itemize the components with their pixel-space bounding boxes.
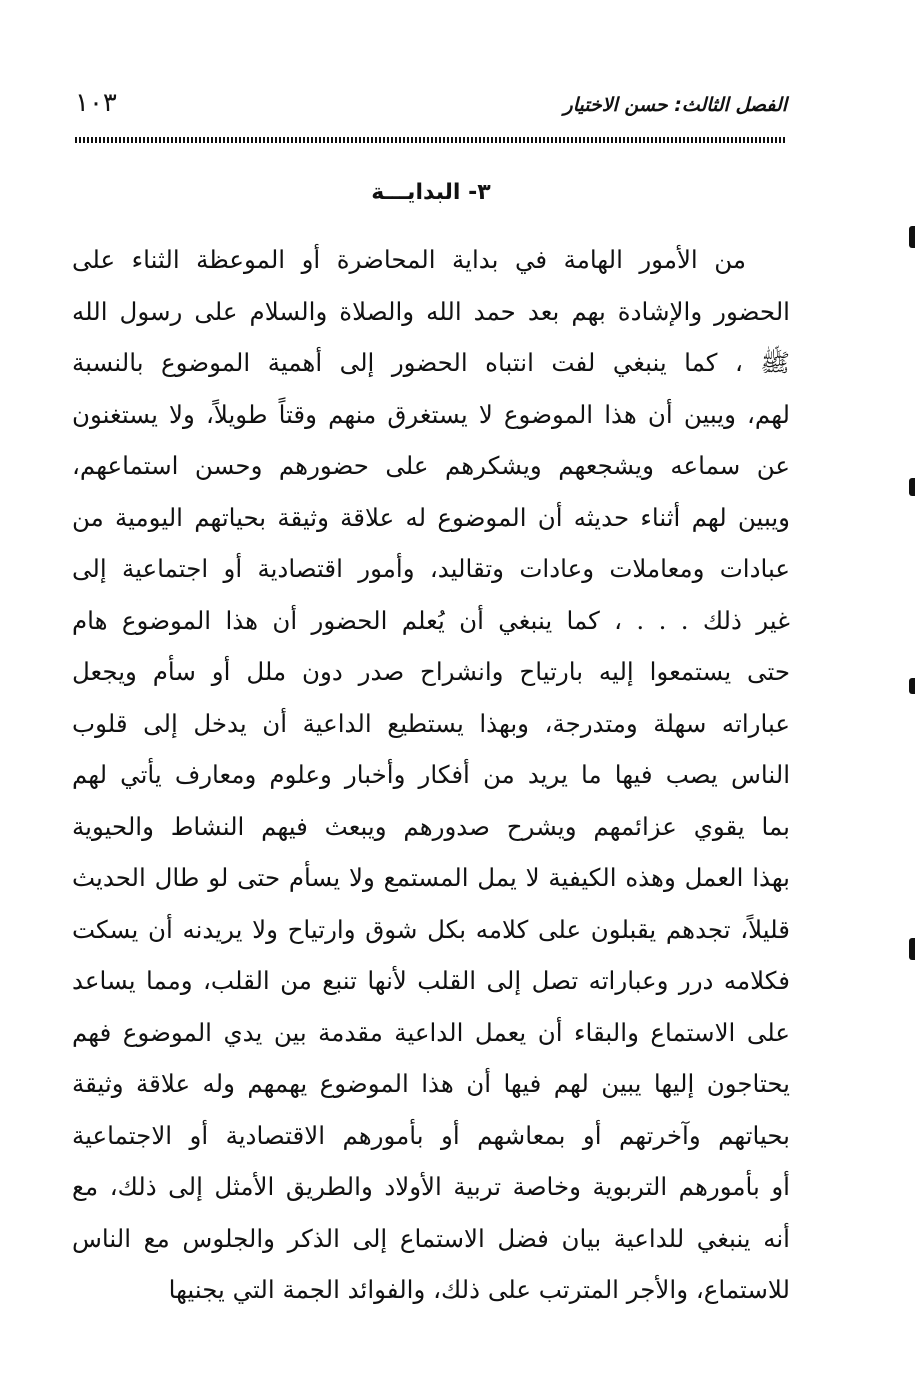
text-line: بهذا العمل وهذه الكيفية لا يمل المستمع ولا يسأم حتى لو طال الحديث — [72, 863, 790, 892]
scan-edge-mark — [909, 938, 915, 960]
text-line: الناس يصب فيها ما يريد من أفكار وأخبار وعلوم ومعارف يأتي لهم — [72, 760, 790, 789]
body-paragraph — [72, 234, 790, 1316]
text-line: قليلاً، تجدهم يقبلون على كلامه بكل شوق وارتياح ولا يريدنه أن يسكت — [72, 914, 790, 944]
running-head — [75, 88, 787, 128]
chapter-title: الفصل الثالث: حسن الاختيار — [563, 94, 787, 116]
text-line: ويبين لهم أثناء حديثه أن الموضوع له علاقة وثيقة بحياتهم اليومية من — [72, 502, 790, 532]
text-line: لهم، ويبين أن هذا الموضوع لا يستغرق منهم وقتاً طويلاً، ولا يستغنون — [72, 399, 790, 429]
text-line: من الأمور الهامة في بداية المحاضرة أو الموعظة الثناء على — [72, 245, 746, 274]
scan-edge-mark — [909, 478, 915, 496]
text-line: ﷺ ، كما ينبغي لفت انتباه الحضور إلى أهمية الموضوع بالنسبة — [72, 348, 790, 377]
text-line: حتى يستمعوا إليه بارتياح وانشراح صدر دون ملل أو سأم ويجعل — [72, 657, 790, 686]
text-line: فكلامه درر وعباراته تصل إلى القلب لأنها تنبع من القلب، ومما يساعد — [72, 966, 790, 995]
text-line: أو بأمورهم التربوية وخاصة تربية الأولاد والطريق الأمثل إلى ذلك، مع — [72, 1172, 790, 1201]
text-line: عبادات ومعاملات وعادات وتقاليد، وأمور اقتصادية أو اجتماعية إلى — [72, 554, 790, 583]
text-line: غير ذلك . . . ، كما ينبغي أن يُعلم الحضور أن هذا الموضوع هام — [72, 605, 790, 635]
text-line: عن سماعه ويشجعهم ويشكرهم على حضورهم وحسن استماعهم، — [72, 451, 790, 480]
text-line: للاستماع، والأجر المترتب على ذلك، والفوائد الجمة التي يجنيها — [168, 1275, 790, 1304]
text-line: على الاستماع والبقاء أن يعمل الداعية مقدمة بين يدي الموضوع فهم — [72, 1017, 790, 1047]
header-rule — [75, 137, 787, 143]
page-number: ١٠٣ — [75, 88, 117, 118]
text-line: يحتاجون إليها يبين لهم فيها أن هذا الموضوع يهمهم وله علاقة وثيقة — [72, 1069, 790, 1098]
text-line: بحياتهم وآخرتهم أو بمعاشهم أو بأمورهم الاقتصادية أو الاجتماعية — [72, 1120, 790, 1150]
scan-edge-mark — [909, 226, 915, 248]
text-line: عباراته سهلة ومتدرجة، وبهذا يستطيع الداعية أن يدخل إلى قلوب — [72, 708, 790, 738]
section-heading: ٣- البدايـــة — [371, 180, 491, 205]
text-line: بما يقوي عزائمهم ويشرح صدورهم ويبعث فيهم النشاط والحيوية — [72, 811, 790, 841]
text-line: أنه ينبغي للداعية بيان فضل الاستماع إلى الذكر والجلوس مع الناس — [72, 1223, 790, 1253]
text-line: الحضور والإشادة بهم بعد حمد الله والصلاة والسلام على رسول الله — [72, 296, 790, 326]
scan-edge-mark — [909, 678, 915, 694]
